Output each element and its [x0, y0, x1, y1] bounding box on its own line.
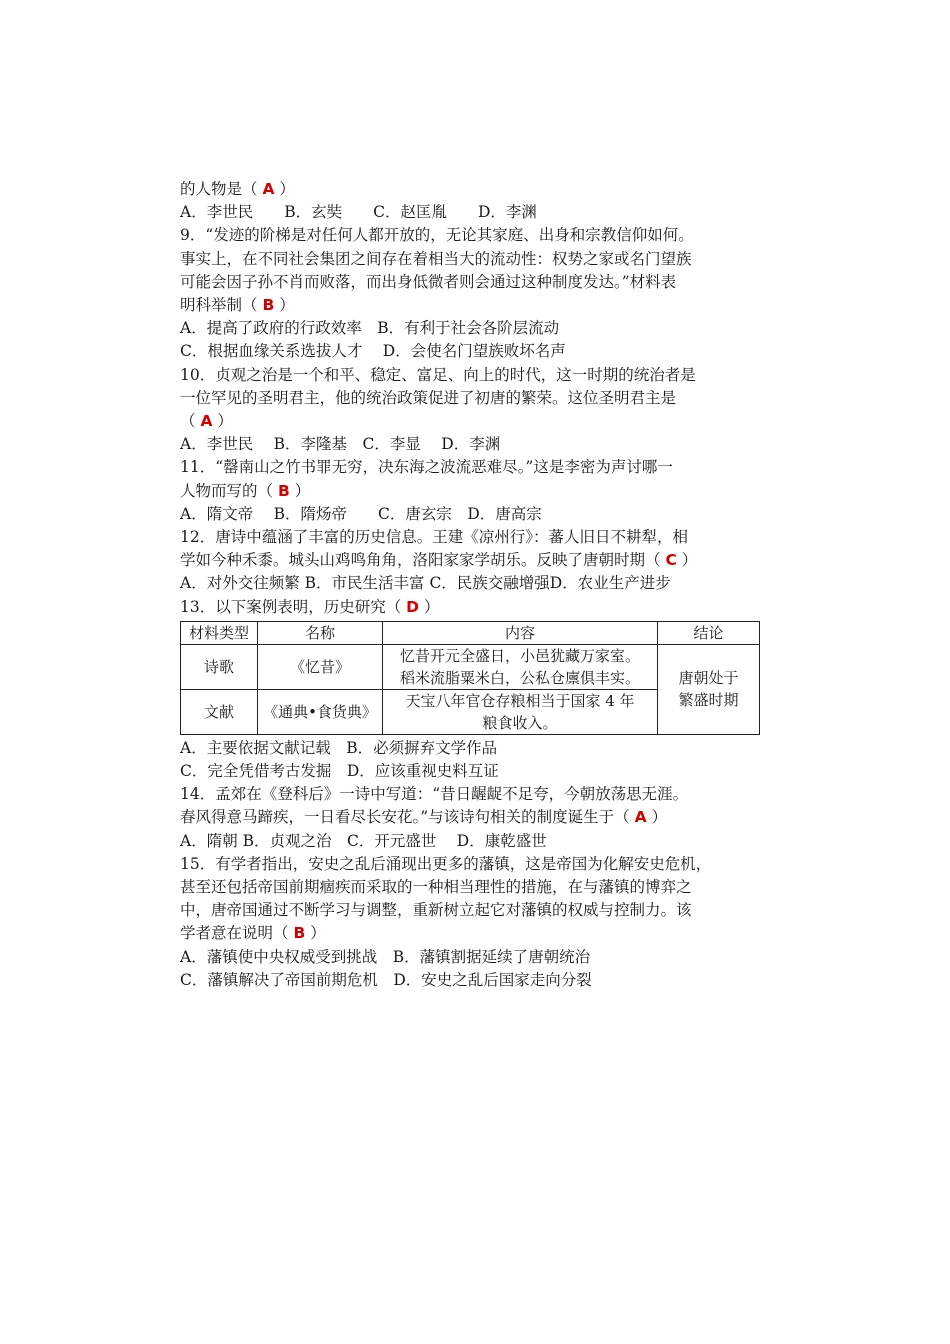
q11-answer: B: [277, 481, 290, 500]
q13-stem: [180, 596, 780, 619]
q11-stem-2: [180, 480, 780, 503]
q10-stem-2: 一位罕见的圣明君主，他的统治政策促进了初唐的繁荣。这位圣明君主是: [180, 388, 677, 407]
conclusion-line1: 唐朝处于: [678, 669, 739, 688]
q8-stem: [180, 178, 780, 201]
q12-stem-2-text: 学如今种禾黍。城头山鸡鸣角角，洛阳家家学胡乐。反映了唐朝时期（: [180, 551, 661, 570]
q12-stem-end: ）: [681, 551, 698, 570]
row1-content-line1: 忆昔开元全盛日，小邑犹藏万家室。: [399, 646, 640, 665]
row1-content: [383, 644, 658, 689]
q10-paren-open: （: [180, 412, 196, 431]
q10-stem-3: [180, 410, 780, 433]
q15-answer: B: [293, 924, 306, 943]
table-row: [181, 644, 760, 689]
q12-answer: C: [665, 551, 677, 570]
q10-paren-close: ）: [217, 412, 233, 431]
header-type: 材料类型: [181, 621, 258, 644]
row1-type: 诗歌: [181, 644, 258, 689]
q15-options-2: C．藩镇解决了帝国前期危机 D．安史之乱后国家走向分裂: [180, 970, 592, 989]
q15-stem-2: 甚至还包括帝国前期痼疾而采取的一种相当理性的措施，在与藩镇的博弈之: [180, 878, 692, 897]
q15-stem-1: 15．有学者指出，安史之乱后涌现出更多的藩镇，这是帝国为化解安史危机，: [180, 854, 712, 873]
row2-name: 《通典•食货典》: [258, 689, 383, 734]
q14-stem-2-text: 春风得意马蹄疾，一日看尽长安花。”与该诗句相关的制度诞生于（: [180, 808, 630, 827]
header-content: 内容: [383, 621, 658, 644]
row1-content-line2: 稻米流脂粟米白，公私仓廪俱丰实。: [399, 668, 640, 687]
q8-answer: A: [262, 180, 275, 198]
q13-options-1: A．主要依据文献记载 B．必须摒弃文学作品: [180, 738, 498, 757]
q9-stem-3: 可能会因子孙不肖而败落，而出身低微者则会通过这种制度发达。”材料表: [180, 272, 677, 291]
q14-stem-2: [180, 806, 780, 829]
table-header-row: [181, 621, 760, 644]
q13-options-2: C．完全凭借考古发掘 D．应该重视史料互证: [180, 762, 499, 781]
header-name: 名称: [258, 621, 383, 644]
q9-stem-1: 9．“发迹的阶梯是对任何人都开放的，无论其家庭、出身和宗教信仰如何。: [180, 226, 694, 245]
q8-stem-text: 的人物是（: [180, 180, 258, 198]
q14-answer: A: [634, 808, 647, 827]
q9-stem-2: 事实上，在不同社会集团之间存在着相当大的流动性：权势之家或名门望族: [180, 249, 692, 268]
q13-stem-end: ）: [423, 597, 440, 616]
q9-stem-4: [180, 294, 780, 317]
q10-answer: A: [200, 412, 213, 431]
row2-content: [383, 689, 658, 734]
q15-options-1: A．藩镇使中央权威受到挑战 B．藩镇割据延续了唐朝统治: [180, 947, 591, 966]
q14-options: A．隋朝 B．贞观之治 C．开元盛世 D．康乾盛世: [180, 831, 547, 850]
q11-stem-2-text: 人物而写的（: [180, 481, 274, 500]
q9-stem-4-text: 明科举制（: [180, 296, 258, 315]
q11-stem-1: 11．“罄南山之竹书罪无穷，决东海之波流恶难尽。”这是李密为声讨哪一: [180, 458, 673, 477]
q15-stem-end: ）: [310, 924, 326, 943]
q12-stem-1: 12．唐诗中蕴涵了丰富的历史信息。王建《凉州行》：蕃人旧日不耕犁，相: [180, 528, 688, 547]
q8-stem-end: ）: [279, 180, 295, 198]
q9-stem-end: ）: [279, 296, 295, 315]
q10-options: A．李世民 B．李隆基 C．李显 D．李渊: [180, 435, 501, 454]
row2-content-line2: 粮食收入。: [482, 713, 558, 732]
conclusion-cell: [658, 644, 760, 734]
row1-name: 《忆昔》: [258, 644, 383, 689]
q12-options: A．对外交往频繁 B．市民生活丰富 C．民族交融增强D．农业生产进步: [180, 574, 671, 593]
q12-stem-2: [180, 549, 780, 572]
q13-answer: D: [406, 597, 420, 616]
conclusion-line2: 繁盛时期: [678, 691, 739, 710]
q10-stem-1: 10．贞观之治是一个和平、稳定、富足、向上的时代，这一时期的统治者是: [180, 365, 696, 384]
header-conclusion: 结论: [658, 621, 760, 644]
case-table: [180, 621, 760, 735]
row2-type: 文献: [181, 689, 258, 734]
q15-stem-4-text: 学者意在说明（: [180, 924, 289, 943]
q14-stem-end: ）: [651, 808, 668, 827]
q13-stem-text: 13．以下案例表明，历史研究（: [180, 597, 402, 616]
q9-options-2: C．根据血缘关系选拔人才 D．会使名门望族败坏名声: [180, 342, 566, 361]
row2-content-line1: 天宝八年官仓存粮相当于国家 4 年: [405, 691, 635, 710]
q15-stem-4: [180, 922, 780, 945]
q9-options-1: A．提高了政府的行政效率 B．有利于社会各阶层流动: [180, 319, 560, 338]
exam-page: [180, 178, 780, 992]
q11-options: A．隋文帝 B．隋炀帝 C．唐玄宗 D．唐高宗: [180, 504, 542, 523]
q14-stem-1: 14．孟郊在《登科后》一诗中写道：“昔日龌龊不足夸，今朝放荡思无涯。: [180, 785, 689, 804]
q11-stem-end: ）: [294, 481, 311, 500]
q8-options: A．李世民 B．玄奘 C．赵匡胤 D．李渊: [180, 203, 537, 222]
q15-stem-3: 中，唐帝国通过不断学习与调整，重新树立起它对藩镇的权威与控制力。该: [180, 901, 692, 920]
q9-answer: B: [262, 296, 275, 315]
